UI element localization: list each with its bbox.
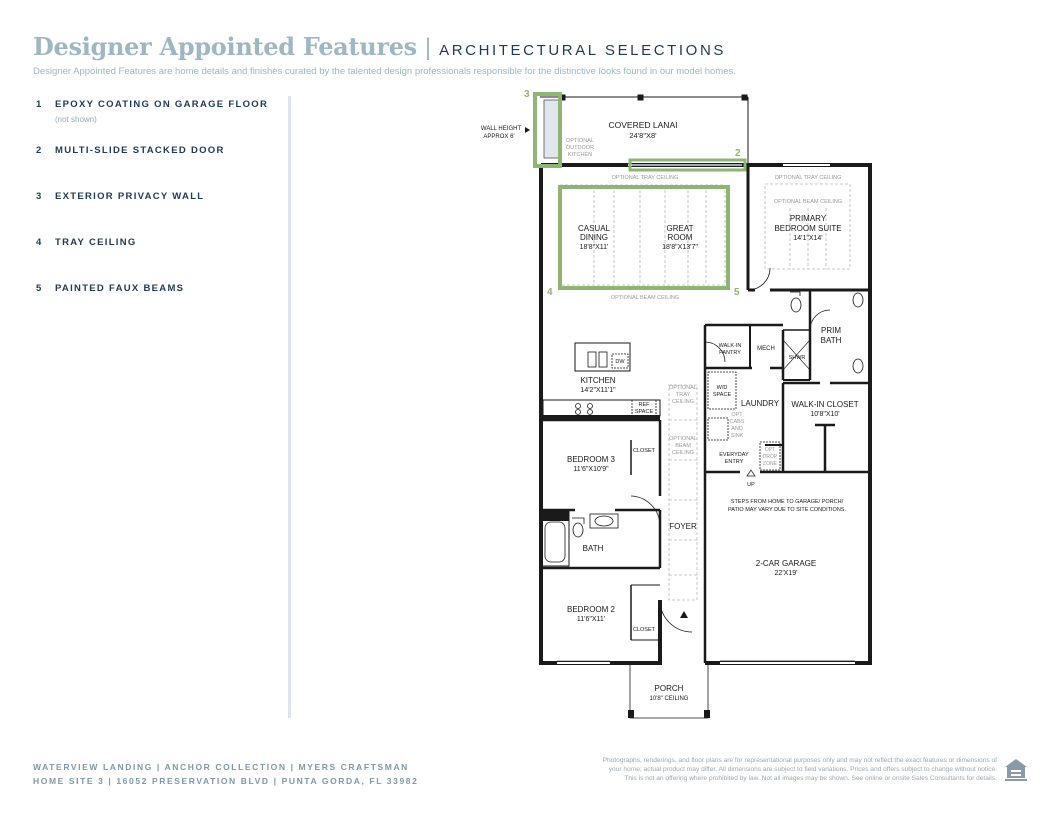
foyer-tray-l1: OPTIONAL [669, 385, 697, 391]
callout-2: 2 [735, 148, 741, 159]
floor-plan [470, 88, 910, 728]
entry-arrow-icon [680, 611, 688, 618]
opt-cabs-l4: SINK [730, 433, 744, 439]
callout-3: 3 [524, 89, 530, 100]
outdoor-kitchen-l1: OPTIONAL [566, 138, 594, 144]
footer-line-2: HOME SITE 3 | 16052 PRESERVATION BLVD | PUNTA GORDA, FL 33982 [33, 776, 419, 786]
pantry-l2: PANTRY [719, 350, 741, 356]
feature-item-4 [36, 237, 137, 248]
foyer-label: FOYER [669, 522, 697, 531]
feature-label: EXTERIOR PRIVACY WALL [55, 191, 205, 202]
feature-item-1 [36, 99, 269, 124]
opt-cabs-l2: CABS [729, 419, 745, 425]
feature-item-5 [36, 283, 184, 294]
opt-drop-l3: ZONE [763, 461, 777, 467]
tray-ceiling-label-primary: OPTIONAL TRAY CEILING [774, 175, 842, 181]
footer-disclaimer [603, 756, 997, 784]
disclaimer-line-1: Photographs, renderings, and floor plans are for representational purposes only and may not reflect the exact features or dimensions of [602, 757, 997, 764]
steps-note-l1: STEPS FROM HOME TO GARAGE/ PORCH/ [730, 499, 844, 505]
beam-ceiling-label: OPTIONAL BEAM CEILING [610, 295, 680, 301]
laundry-label: LAUNDRY [740, 399, 780, 408]
wd-space-l1: W/D [716, 385, 728, 391]
bedroom3-dim: 11'6"X10'9" [573, 466, 609, 473]
foyer-beam-l3: CEILING [671, 450, 695, 456]
tray-ceiling-label: OPTIONAL TRAY CEILING [611, 175, 679, 181]
equal-housing-icon [1003, 757, 1029, 783]
callout-5: 5 [734, 287, 740, 298]
closet-label-2: CLOSET [632, 627, 656, 633]
wall-height-line2: APPROX 6' [483, 134, 515, 140]
closet-label-1: CLOSET [632, 448, 656, 454]
footer-community [33, 760, 418, 788]
mech-label: MECH [757, 346, 775, 352]
title-section: ARCHITECTURAL SELECTIONS [439, 42, 726, 59]
disclaimer-line-3: This is not an offering where prohibited by law. Not all images may be shown. See online or onsite Sales Consultants for details. [624, 775, 997, 783]
foyer-beam-l1: OPTIONAL [669, 436, 697, 442]
feature-label: MULTI-SLIDE STACKED DOOR [55, 145, 225, 156]
kitchen-dim: 14'2"X11'1" [580, 387, 616, 394]
feature-note: (not shown) [55, 115, 97, 124]
steps-note-l2: PATIO MAY VARY DUE TO SITE CONDITIONS. [728, 507, 846, 513]
feature-number: 2 [36, 145, 43, 156]
feature-number: 3 [36, 191, 43, 202]
great-room-l1: GREAT [666, 224, 694, 233]
primary-suite-dim: 14'1"X14' [793, 235, 823, 242]
casual-dining-dim: 18'8"X11' [579, 244, 609, 251]
great-room-l2: ROOM [667, 233, 693, 242]
page-subtitle: Designer Appointed Features are home details and finishes curated by the talented design professionals responsible for the distinctive looks found in our model homes. [33, 66, 736, 77]
garage-dim: 22'X19' [774, 570, 798, 577]
bedroom3-name: BEDROOM 3 [566, 455, 616, 464]
opt-drop-l1: OPT [764, 447, 776, 453]
wall-height-line1: WALL HEIGHT [480, 126, 522, 132]
prim-bath-l1: PRIM [821, 326, 841, 335]
foyer-tray-l2: TRAY [675, 392, 691, 398]
outdoor-kitchen-counter [544, 100, 559, 158]
opt-cabs-l3: AND [731, 426, 743, 432]
walkin-closet-name: WALK-IN CLOSET [791, 400, 859, 409]
shower-label: SHWR [788, 355, 806, 361]
walkin-closet-dim: 10'8"X10' [810, 411, 840, 418]
page-title [33, 32, 726, 62]
outdoor-kitchen-l2: OUTDOOR [565, 145, 595, 151]
foyer-tray-l3: CEILING [671, 399, 695, 405]
ref-space-l1: REF [638, 402, 650, 408]
arrow-icon [525, 127, 530, 133]
garage-name: 2-CAR GARAGE [755, 559, 817, 568]
bath-label: BATH [582, 544, 604, 553]
feature-label: EPOXY COATING ON GARAGE FLOOR [55, 99, 269, 110]
title-separator: | [424, 34, 432, 61]
pantry-l1: WALK-IN [718, 343, 742, 349]
up-arrow-icon [747, 470, 755, 476]
vertical-divider [288, 96, 291, 718]
disclaimer-line-2: your home; actual product may differ. All dimensions are subject to field variations. Prices and offers subject to change without notice. [608, 766, 997, 774]
ref-space-l2: SPACE [634, 409, 654, 415]
bedroom2-dim: 11'6"X11' [576, 616, 606, 623]
outdoor-kitchen-l3: KITCHEN [567, 152, 593, 158]
beam-ceiling-label-primary: OPTIONAL BEAM CEILING [773, 199, 843, 205]
feature-label: TRAY CEILING [55, 237, 137, 248]
primary-suite-l1: PRIMARY [789, 214, 827, 223]
opt-cabs-l1: OPT [731, 412, 743, 418]
casual-dining-l1: CASUAL [577, 224, 611, 233]
feature-item-3 [36, 191, 204, 202]
porch-name: PORCH [654, 684, 684, 693]
casual-dining-l2: DINING [580, 233, 608, 242]
feature-label: PAINTED FAUX BEAMS [55, 283, 185, 294]
feature-number: 4 [36, 237, 43, 248]
up-label: UP [747, 482, 755, 488]
feature-number: 1 [36, 99, 43, 110]
dishwasher-label: DW [615, 359, 625, 365]
everyday-entry-l1: EVERYDAY [719, 452, 749, 458]
footer-line-1: WATERVIEW LANDING | ANCHOR COLLECTION | MYERS CRAFTSMAN [33, 762, 409, 772]
porch-dim: 10'8" CEILING [649, 696, 689, 702]
bedroom2-name: BEDROOM 2 [566, 605, 616, 614]
primary-suite-l2: BEDROOM SUITE [774, 224, 842, 233]
great-room-dim: 18'8"X13'7" [662, 244, 698, 251]
feature-item-2 [36, 145, 225, 156]
feature-number: 5 [36, 283, 43, 294]
opt-drop-l2: DROP [762, 454, 778, 460]
foyer-beam-l2: BEAM [675, 443, 691, 449]
callout-4: 4 [547, 287, 553, 298]
title-main: Designer Appointed Features [33, 32, 417, 61]
kitchen-name: KITCHEN [580, 376, 616, 385]
lanai-name: COVERED LANAI [608, 120, 678, 130]
wd-space-l2: SPACE [712, 392, 732, 398]
everyday-entry-l2: ENTRY [724, 459, 744, 465]
prim-bath-l2: BATH [820, 336, 842, 345]
lanai-dim: 24'8"X8' [629, 131, 657, 140]
